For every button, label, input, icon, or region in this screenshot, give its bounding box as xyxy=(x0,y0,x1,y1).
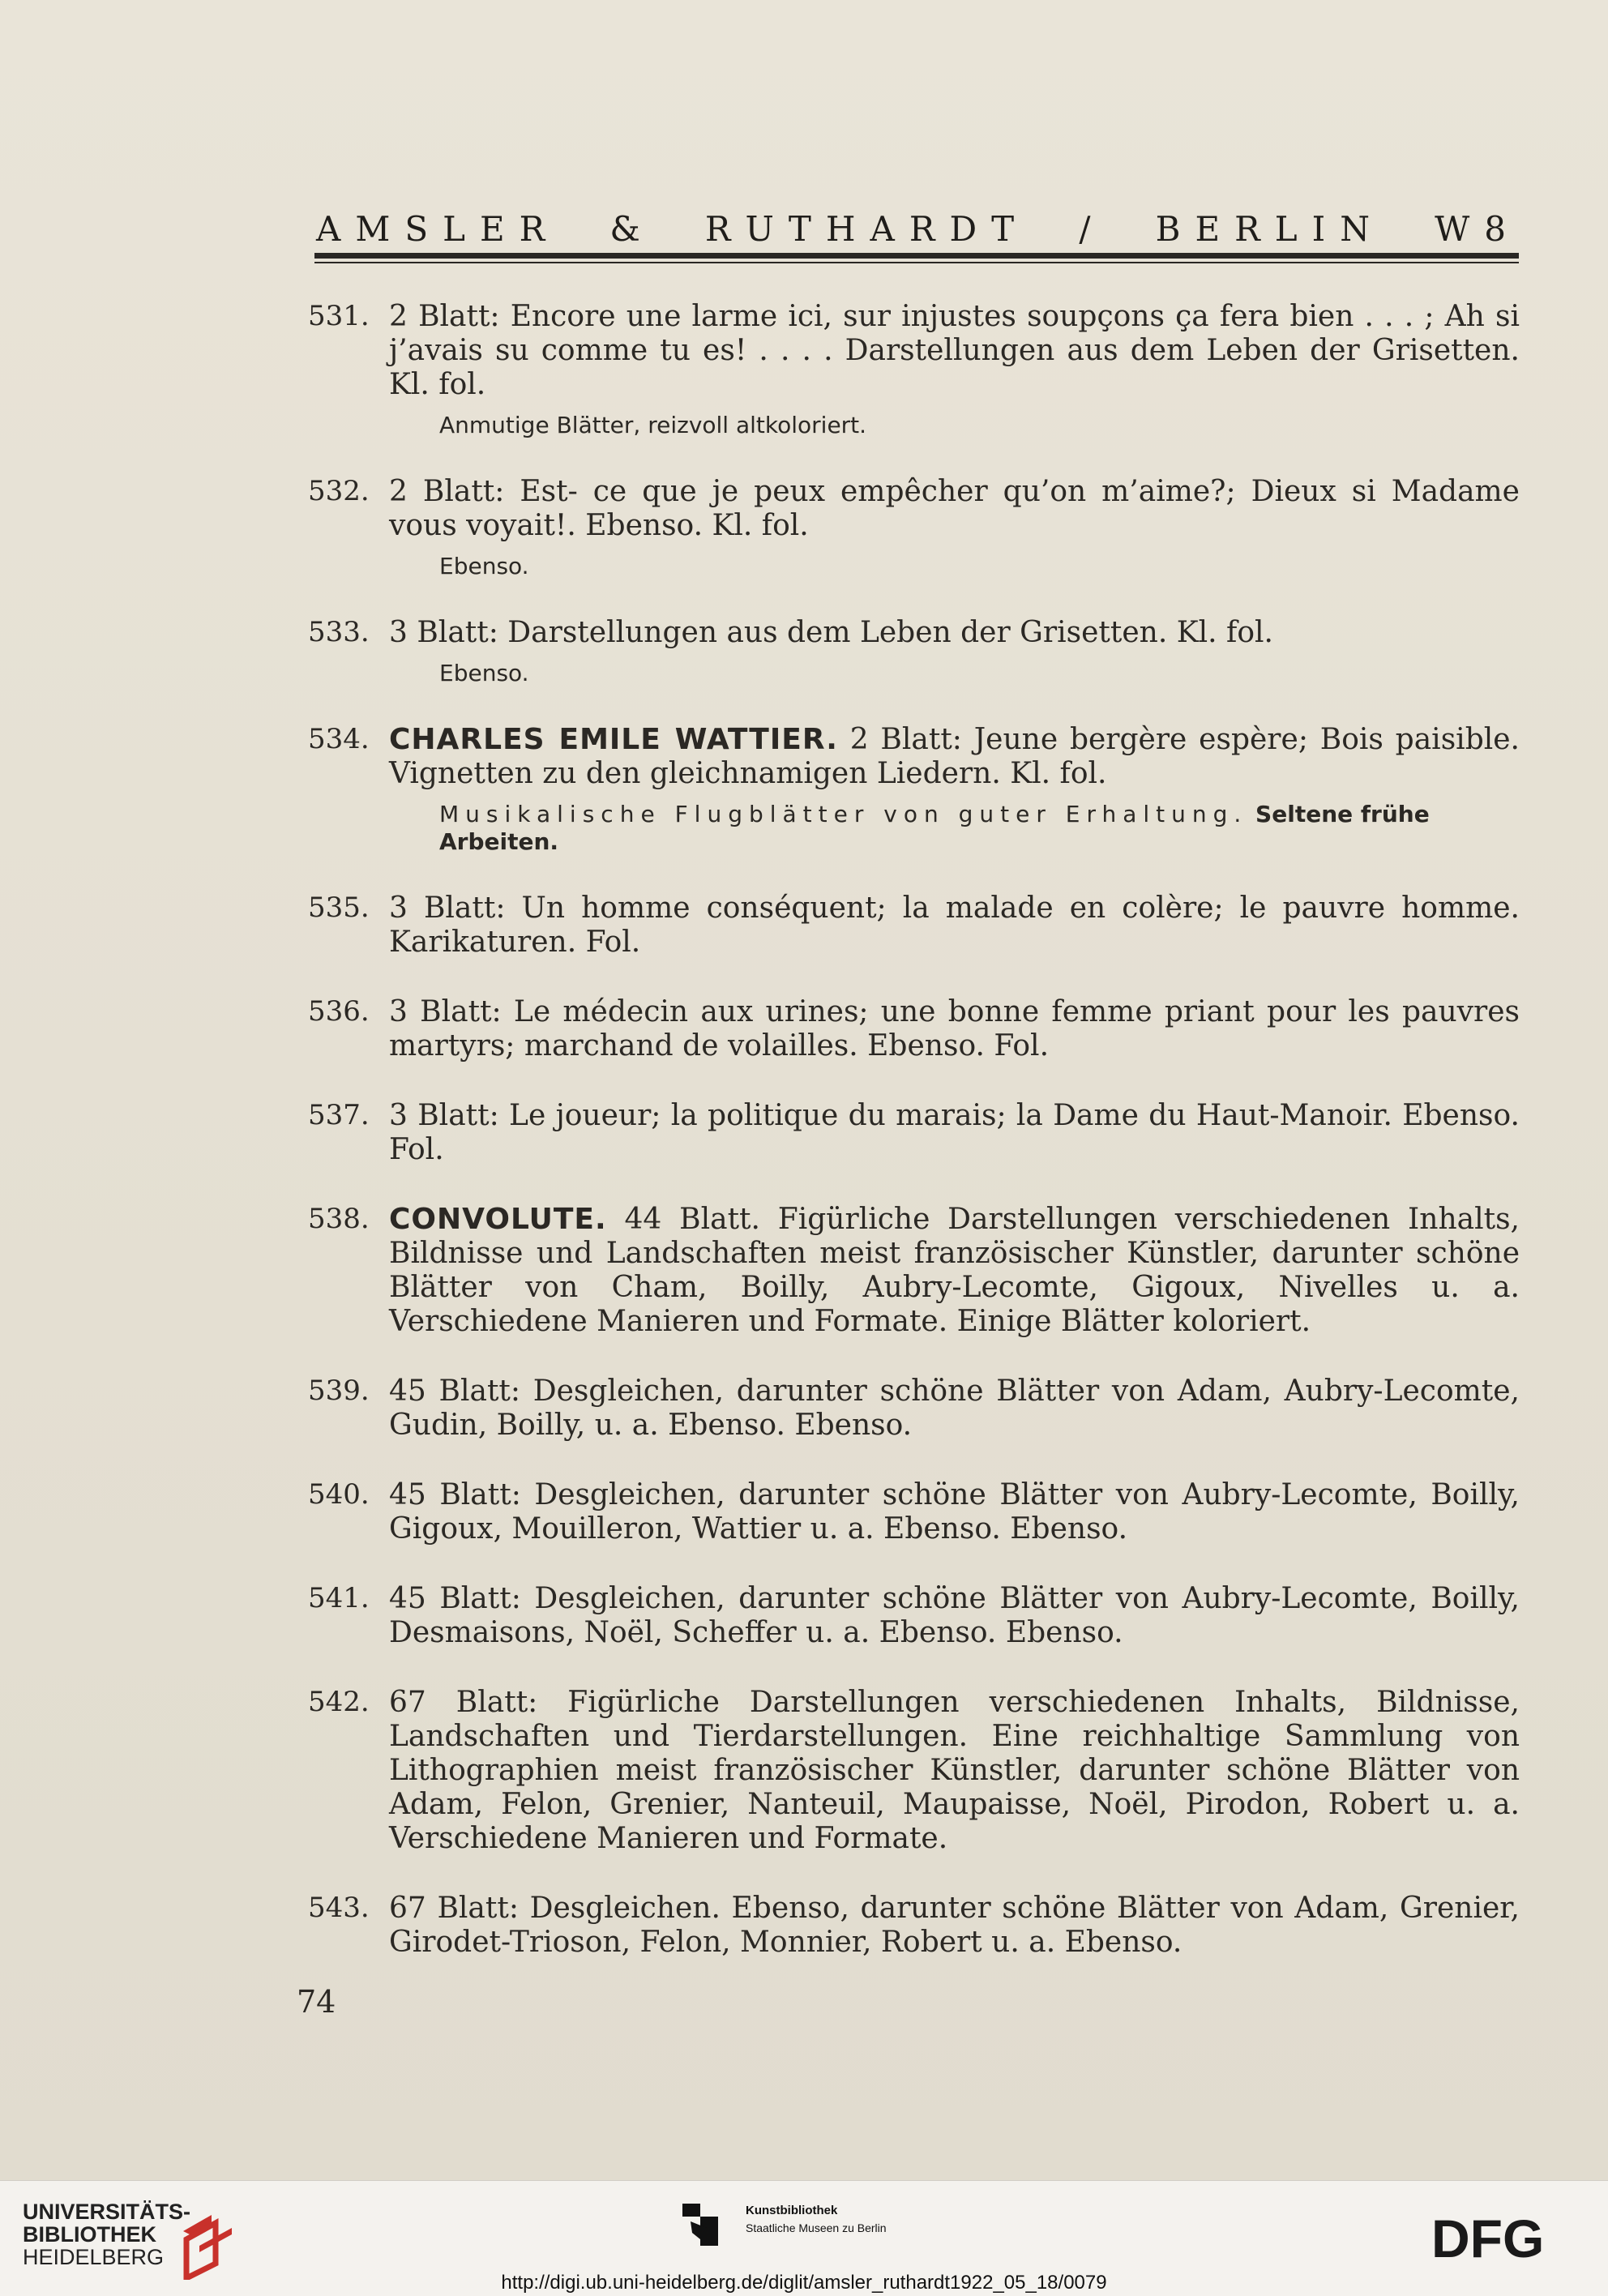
entry-number: 538. xyxy=(308,1203,370,1235)
kunstbibliothek-logo[interactable] xyxy=(682,2204,958,2260)
catalog-entries xyxy=(308,300,1524,1995)
header-rule-thin xyxy=(314,262,1519,263)
catalog-entry-537 xyxy=(308,1099,1524,1167)
uni-line-3: HEIDELBERG xyxy=(23,2245,165,2269)
entry-text: 3 Blatt: Un homme conséquent; la malade en colère; le pauvre homme. Karikaturen. Fol. xyxy=(389,891,1520,959)
catalog-entry-535 xyxy=(308,891,1524,960)
catalog-entry-534 xyxy=(308,723,1524,856)
entry-text xyxy=(389,723,1520,791)
entry-description: 44 Blatt. Figürliche Darstellungen verschiedenen Inhalts, Bildnisse und Landschaften meist französischer Künstler, darunter schöne Blätter von Cham, Boilly, Aubry-Lecomte, Gigoux, Nivelles u. a. Verschiedene Manieren und Formate. Einige Blätter koloriert. xyxy=(389,1203,1520,1338)
entry-number: 535. xyxy=(308,891,370,924)
catalog-entry-542 xyxy=(308,1686,1524,1856)
entry-text: 45 Blatt: Desgleichen, darunter schöne Blätter von Aubry-Lecomte, Boilly, Gigoux, Mouilleron, Wattier u. a. Ebenso. Ebenso. xyxy=(389,1478,1520,1546)
kunstbibliothek-title: Kunstbibliothek xyxy=(746,2204,838,2217)
entry-text: 45 Blatt: Desgleichen, darunter schöne Blätter von Aubry-Lecomte, Boilly, Desmaisons, Noël, Scheffer u. a. Ebenso. Ebenso. xyxy=(389,1582,1520,1649)
entry-number: 536. xyxy=(308,995,370,1028)
section-name: CONVOLUTE. xyxy=(389,1203,607,1236)
uni-line-1: UNIVERSITÄTS- xyxy=(23,2200,191,2224)
entry-text: 2 Blatt: Est- ce que je peux empêcher qu’on m’aime?; Dieux si Madame vous voyait!. Ebenso. Kl. fol. xyxy=(389,475,1520,542)
entry-note xyxy=(439,801,1521,856)
entry-note-spaced: Musikalische Flugblätter von guter Erhaltung. xyxy=(439,801,1248,827)
kunstbibliothek-subtitle: Staatliche Museen zu Berlin xyxy=(746,2221,887,2234)
header-word: W8 xyxy=(1435,209,1520,249)
entry-text: 2 Blatt: Encore une larme ici, sur injustes soupçons ça fera bien . . . ; Ah si j’avais su comme tu es! . . . . Darstellungen aus dem Leben der Grisetten. Kl. fol. xyxy=(389,300,1520,401)
entry-text: 67 Blatt: Desgleichen. Ebenso, darunter schöne Blätter von Adam, Grenier, Girodet-Trioson, Felon, Monnier, Robert u. a. Ebenso. xyxy=(389,1892,1520,1959)
dfg-logo[interactable] xyxy=(1431,2212,1585,2264)
entry-text: 3 Blatt: Le médecin aux urines; une bonne femme priant pour les pauvres martyrs; marchand de volailles. Ebenso. Fol. xyxy=(389,995,1520,1062)
header-rule-thick xyxy=(314,253,1519,259)
catalog-entry-539 xyxy=(308,1375,1524,1443)
entry-number: 540. xyxy=(308,1478,370,1511)
entry-note: Anmutige Blätter, reizvoll altkoloriert. xyxy=(439,412,867,438)
university-seal-icon xyxy=(175,2207,240,2280)
entry-note: Ebenso. xyxy=(439,553,529,579)
viewer-footer xyxy=(0,2180,1608,2296)
header-word: RUTHARDT xyxy=(704,209,1029,249)
entry-number: 541. xyxy=(308,1582,370,1614)
catalog-entry-532 xyxy=(308,475,1524,580)
dfg-logo-text: DFG xyxy=(1431,2212,1545,2264)
entry-text xyxy=(389,1203,1520,1339)
header-word: & xyxy=(609,209,655,249)
entry-number: 543. xyxy=(308,1892,370,1924)
header-word: / xyxy=(1079,209,1106,249)
catalog-entry-543 xyxy=(308,1892,1524,1960)
kunstbibliothek-emblem-icon xyxy=(682,2204,731,2252)
catalog-entry-538 xyxy=(308,1203,1524,1339)
entry-text: 3 Blatt: Darstellungen aus dem Leben der Grisetten. Kl. fol. xyxy=(389,616,1273,649)
entry-number: 531. xyxy=(308,300,370,332)
entry-text: 45 Blatt: Desgleichen, darunter schöne Blätter von Adam, Aubry-Lecomte, Gudin, Boilly, u. a. Ebenso. Ebenso. xyxy=(389,1375,1520,1442)
catalog-entry-533 xyxy=(308,616,1524,687)
artist-name: CHARLES EMILE WATTIER. xyxy=(389,723,838,756)
entry-text: 3 Blatt: Le joueur; la politique du marais; la Dame du Haut-Manoir. Ebenso. Fol. xyxy=(389,1099,1520,1166)
entry-note: Ebenso. xyxy=(439,660,529,686)
page-number: 74 xyxy=(297,1984,336,2020)
uni-line-2: BIBLIOTHEK xyxy=(23,2222,156,2247)
entry-number: 534. xyxy=(308,723,370,755)
catalog-entry-540 xyxy=(308,1478,1524,1546)
university-library-logo[interactable] xyxy=(23,2200,250,2281)
entry-number: 539. xyxy=(308,1375,370,1407)
catalog-entry-531 xyxy=(308,300,1524,439)
entry-number: 532. xyxy=(308,475,370,507)
catalog-entry-541 xyxy=(308,1582,1524,1650)
page-header xyxy=(316,209,1520,249)
entry-text: 67 Blatt: Figürliche Darstellungen verschiedenen Inhalts, Bildnisse, Landschaften und Tierdarstellungen. Eine reichhaltige Sammlung von Lithographien meist französischer Künstler, darunter schöne Blätter von Adam, Felon, Grenier, Nanteuil, Maupaisse, Noël, Pirodon, Robert u. a. Verschiedene Manieren und Formate. xyxy=(389,1686,1520,1855)
entry-note-bold: Seltene frühe Arbeiten. xyxy=(439,801,1430,855)
entry-number: 533. xyxy=(308,616,370,648)
header-word: AMSLER xyxy=(316,209,560,249)
catalog-entry-536 xyxy=(308,995,1524,1063)
page-url[interactable]: http://digi.ub.uni-heidelberg.de/diglit/amsler_ruthardt1922_05_18/0079 xyxy=(501,2272,1107,2294)
entry-number: 542. xyxy=(308,1686,370,1718)
entry-number: 537. xyxy=(308,1099,370,1131)
entry-description: 2 Blatt: Jeune bergère espère; Bois paisible. Vignetten zu den gleichnamigen Liedern. Kl. fol. xyxy=(389,723,1520,790)
header-word: BERLIN xyxy=(1155,209,1384,249)
